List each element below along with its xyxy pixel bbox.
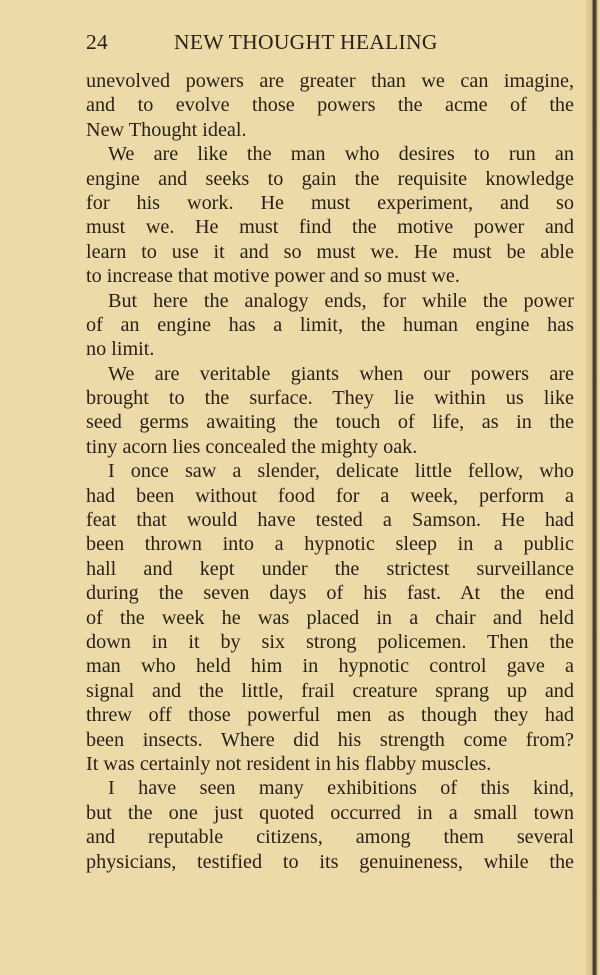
text-line: It was certainly not resident in his flabby muscles. xyxy=(86,752,492,775)
text-line: threw off those powerful men as though they had xyxy=(86,704,574,727)
page-binding-edge xyxy=(586,0,600,975)
text-line: feat that would have tested a Samson. He had xyxy=(86,509,574,532)
text-line: hall and kept under the strictest surveillance xyxy=(86,557,574,580)
text-line: must we. He must find the motive power and xyxy=(86,216,574,239)
text-line: New Thought ideal. xyxy=(86,118,247,141)
page-body-text xyxy=(86,69,574,874)
text-line: but the one just quoted occurred in a small town xyxy=(86,801,574,824)
text-line: of the week he was placed in a chair and held xyxy=(86,606,574,629)
text-line: We are like the man who desires to run an xyxy=(108,143,574,166)
text-line: physicians, testified to its genuineness, while the xyxy=(86,850,574,873)
text-line: engine and seeks to gain the requisite knowledge xyxy=(86,167,574,190)
text-line: of an engine has a limit, the human engine has xyxy=(86,313,574,336)
text-line: We are veritable giants when our powers are xyxy=(108,362,574,385)
text-line: during the seven days of his fast. At the end xyxy=(86,582,574,605)
text-line: brought to the surface. They lie within us like xyxy=(86,387,574,410)
text-line: for his work. He must experiment, and so xyxy=(86,191,574,214)
text-line: been insects. Where did his strength come from? xyxy=(86,728,574,751)
text-line: to increase that motive power and so must we. xyxy=(86,265,460,288)
text-line: down in it by six strong policemen. Then the xyxy=(86,630,574,653)
text-line: I have seen many exhibitions of this kind, xyxy=(108,777,574,800)
text-line: been thrown into a hypnotic sleep in a public xyxy=(86,533,574,556)
page-number: 24 xyxy=(86,30,109,54)
running-title: NEW THOUGHT HEALING xyxy=(174,30,438,54)
text-line: man who held him in hypnotic control gave a xyxy=(86,655,574,678)
text-line: learn to use it and so must we. He must be able xyxy=(86,240,574,263)
text-line: signal and the little, frail creature sprang up and xyxy=(86,679,574,702)
text-line: and reputable citizens, among them several xyxy=(86,826,574,849)
text-line: unevolved powers are greater than we can imagine, xyxy=(86,70,574,92)
text-line: had been without food for a week, perform a xyxy=(86,484,574,507)
text-line: seed germs awaiting the touch of life, as in the xyxy=(86,411,574,434)
text-line: and to evolve those powers the acme of the xyxy=(86,94,574,117)
text-line: no limit. xyxy=(86,338,155,361)
text-line: But here the analogy ends, for while the power xyxy=(108,289,574,312)
text-line: I once saw a slender, delicate little fellow, who xyxy=(108,460,574,483)
text-line: tiny acorn lies concealed the mighty oak. xyxy=(86,435,418,458)
